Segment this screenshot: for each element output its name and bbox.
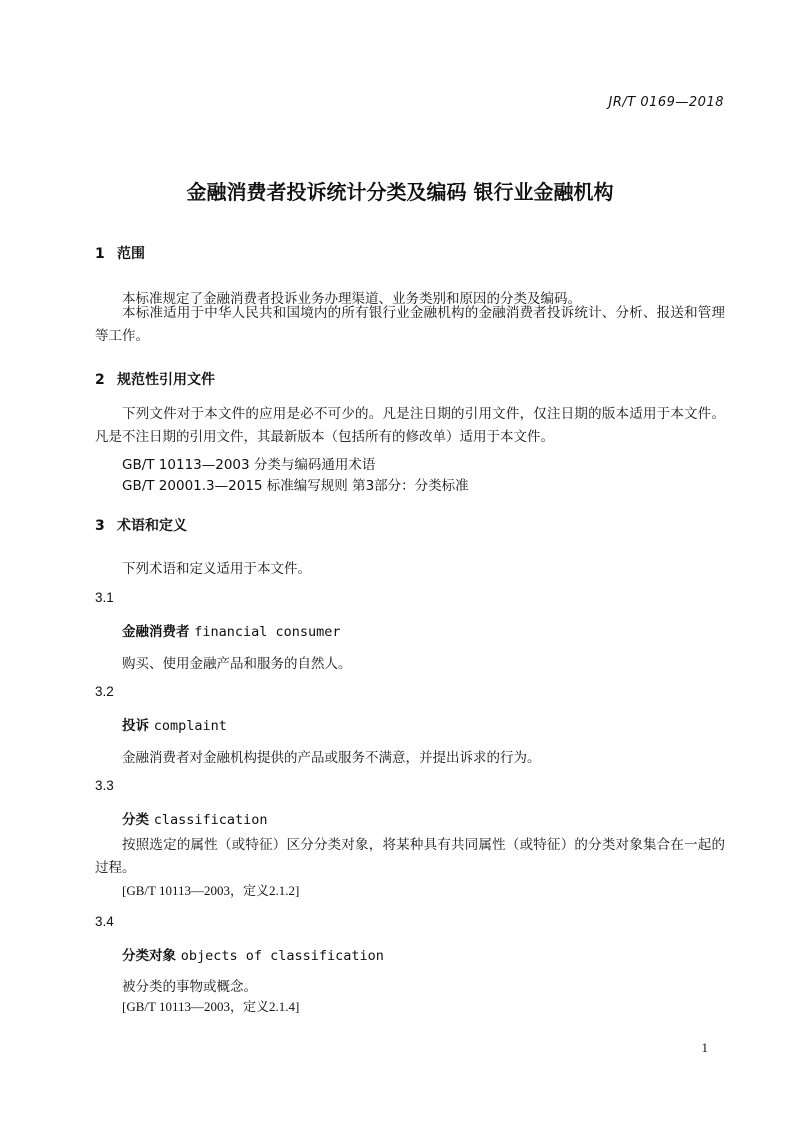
- term-entry: [122, 808, 268, 828]
- term-en: classification: [153, 812, 268, 828]
- page-number: 1: [701, 1040, 708, 1055]
- section-title: 范围: [117, 246, 145, 262]
- term-en: complaint: [153, 718, 227, 734]
- document-code: JR/T 0169—2018: [608, 95, 724, 110]
- clause-number: 3.1: [95, 590, 114, 605]
- section-heading-normative-references: [95, 369, 215, 389]
- clause-number: 3.2: [95, 684, 114, 699]
- clause-number: 3.3: [95, 778, 114, 793]
- term-zh: 分类: [122, 812, 149, 828]
- reference-item: GB/T 10113—2003 分类与编码通用术语: [122, 457, 376, 473]
- reference-item: GB/T 20001.3—2015 标准编写规则 第3部分：分类标准: [122, 478, 469, 494]
- document-title: 金融消费者投诉统计分类及编码 银行业金融机构: [186, 180, 614, 204]
- section-number: 3: [95, 518, 105, 534]
- term-definition: 金融消费者对金融机构提供的产品或服务不满意，并提出诉求的行为。: [122, 750, 541, 766]
- term-source: [GB/T 10113—2003，定义2.1.2]: [122, 883, 300, 898]
- scope-paragraph-1: 本标准规定了金融消费者投诉业务办理渠道、业务类别和原因的分类及编码。: [122, 291, 581, 307]
- term-entry: [122, 944, 384, 964]
- term-definition: 按照选定的属性（或特征）区分分类对象，将某种具有共同属性（或特征）的分类对象集合在一起的过程。: [95, 837, 725, 876]
- scope-paragraph-2: 本标准适用于中华人民共和国境内的所有银行业金融机构的金融消费者投诉统计、分析、报送和管理等工作。: [95, 305, 725, 344]
- term-definition: 购买、使用金融产品和服务的自然人。: [122, 656, 352, 672]
- section-title: 规范性引用文件: [117, 372, 215, 388]
- section-heading-terms: [95, 515, 187, 535]
- term-zh: 投诉: [122, 718, 149, 734]
- term-entry: [122, 620, 341, 640]
- term-definition: 被分类的事物或概念。: [122, 979, 257, 995]
- term-entry: [122, 714, 227, 734]
- section-number: 1: [95, 246, 105, 262]
- references-paragraph: 下列文件对于本文件的应用是必不可少的。凡是注日期的引用文件，仅注日期的版本适用于本文件。凡是不注日期的引用文件，其最新版本（包括所有的修改单）适用于本文件。: [95, 406, 725, 445]
- section-title: 术语和定义: [117, 518, 187, 534]
- term-source: [GB/T 10113—2003，定义2.1.4]: [122, 999, 300, 1014]
- term-en: financial consumer: [194, 624, 341, 640]
- term-zh: 金融消费者: [122, 624, 190, 640]
- section-number: 2: [95, 372, 105, 388]
- term-en: objects of classification: [180, 948, 384, 964]
- terms-intro: 下列术语和定义适用于本文件。: [122, 561, 311, 577]
- term-zh: 分类对象: [122, 948, 176, 964]
- section-heading-scope: [95, 243, 145, 263]
- clause-number: 3.4: [95, 914, 114, 929]
